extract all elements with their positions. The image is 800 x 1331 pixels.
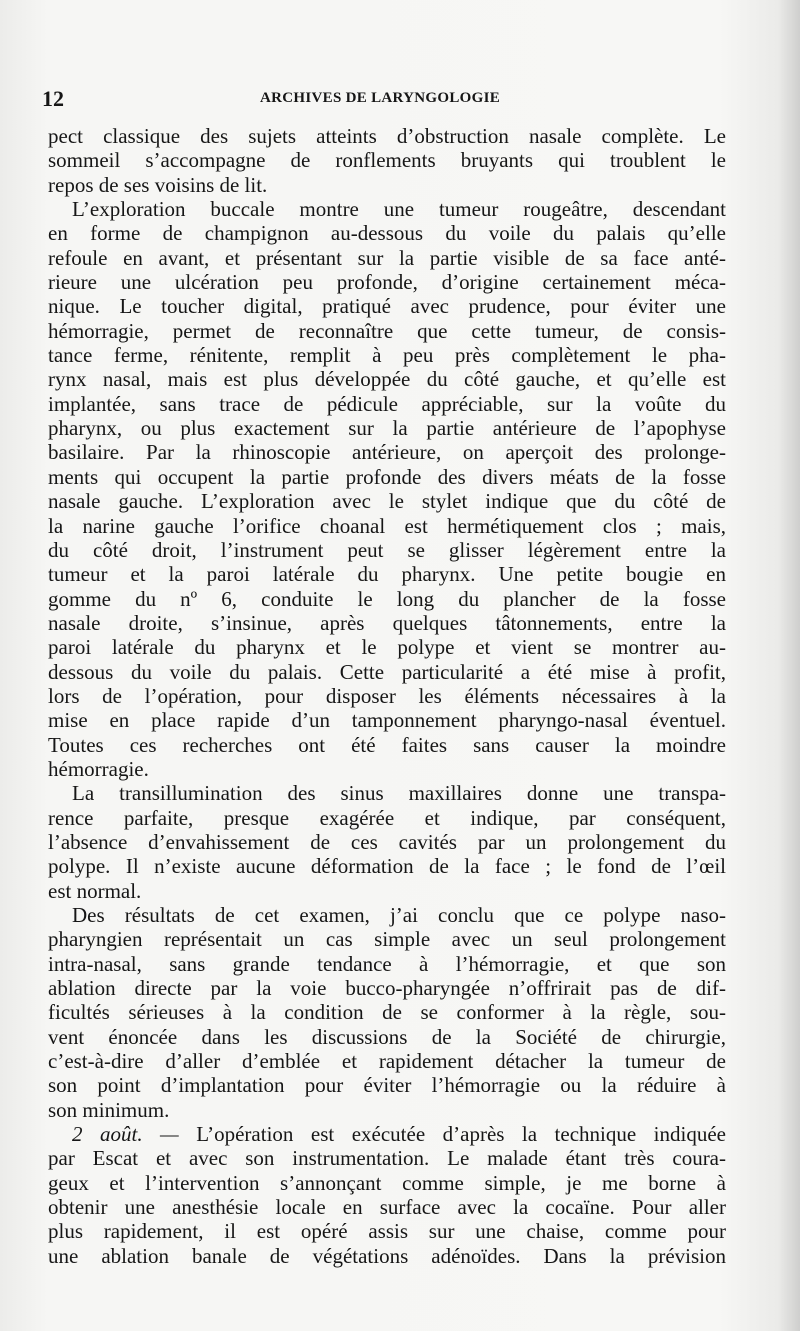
text-line: geux et l’intervention s’annonçant comme simple, je me borne à — [48, 1170, 726, 1195]
text-line: rence parfaite, presque exagérée et indique, par conséquent, — [48, 805, 726, 830]
text-line: plus rapidement, il est opéré assis sur une chaise, comme pour — [48, 1219, 726, 1244]
text-line — [48, 1122, 726, 1146]
text-line: pharyngien représentait un cas simple avec un seul prolongement — [48, 927, 726, 952]
text-line: repos de ses voisins de lit. — [48, 172, 268, 197]
text-line: son minimum. — [48, 1097, 170, 1122]
body-text — [48, 124, 726, 1268]
text-line: la narine gauche l’orifice choanal est hermétiquement clos ; mais, — [48, 513, 726, 538]
page-number: 12 — [42, 86, 64, 111]
text-line: sommeil s’accompagne de ronflements bruyants qui troublent le — [48, 148, 726, 173]
text-line: l’absence d’envahissement de ces cavités par un prolongement du — [48, 829, 726, 854]
text-line: par Escat et avec son instrumentation. Le malade étant très coura- — [48, 1146, 726, 1171]
text-line: Toutes ces recherches ont été faites sans causer la moindre — [48, 732, 726, 757]
text-line: rynx nasal, mais est plus développée du côté gauche, et qu’elle est — [48, 367, 726, 392]
text-line: pect classique des sujets atteints d’obstruction nasale complète. Le — [48, 124, 726, 148]
text-line: tumeur et la paroi latérale du pharynx. Une petite bougie en — [48, 562, 726, 587]
text-line: rieure une ulcération peu profonde, d’origine certainement méca- — [48, 270, 726, 295]
text-line: nasale droite, s’insinue, après quelques tâtonnements, entre la — [48, 610, 726, 635]
text-line: intra-nasal, sans grande tendance à l’hémorragie, et que son — [48, 951, 726, 976]
text-line: Des résultats de cet examen, j’ai conclu que ce polype naso- — [72, 903, 726, 927]
page-edge-shadow — [778, 0, 800, 1331]
text-line: tance ferme, rénitente, remplit à peu près complètement le pha- — [48, 343, 726, 368]
text-line: mise en place rapide d’un tamponnement pharyngo-nasal éventuel. — [48, 708, 726, 733]
text-line: nasale gauche. L’exploration avec le stylet indique que du côté de — [48, 489, 726, 514]
text-line: ablation directe par la voie bucco-pharyngée n’offrirait pas de dif- — [48, 976, 726, 1001]
text-line: obtenir une anesthésie locale en surface avec la cocaïne. Pour aller — [48, 1195, 726, 1220]
text-line: refoule en avant, et présentant sur la partie visible de sa face anté- — [48, 245, 726, 270]
text-line: nique. Le toucher digital, pratiqué avec prudence, pour éviter une — [48, 294, 726, 319]
text-line: son point d’implantation pour éviter l’hémorragie ou la réduire à — [48, 1073, 726, 1098]
text-line: implantée, sans trace de pédicule appréciable, sur la voûte du — [48, 391, 726, 416]
text-line: gomme du nº 6, conduite le long du plancher de la fosse — [48, 586, 726, 611]
text-line: hémorragie. — [48, 756, 149, 781]
text-line: vent énoncée dans les discussions de la Société de chirurgie, — [48, 1024, 726, 1049]
text-line-content: L’opération est exécutée d’après la technique indiquée — [196, 1122, 726, 1147]
text-line: paroi latérale du pharynx et le polype et vient se montrer au- — [48, 635, 726, 660]
text-line: hémorragie, permet de reconnaître que cette tumeur, de consis- — [48, 318, 726, 343]
text-line: en forme de champignon au-dessous du voile du palais qu’elle — [48, 221, 726, 246]
text-line: pharynx, ou plus exactement sur la partie antérieure de l’apophyse — [48, 416, 726, 441]
text-line: une ablation banale de végétations adénoïdes. Dans la prévision — [48, 1243, 726, 1268]
page-header — [42, 86, 732, 116]
text-line: c’est-à-dire d’aller d’emblée et rapidement détacher la tumeur de — [48, 1049, 726, 1074]
text-line: La transillumination des sinus maxillaires donne une transpa- — [72, 781, 726, 806]
text-line: ficultés sérieuses à la condition de se conformer à la règle, sou- — [48, 1000, 726, 1025]
text-line: dessous du voile du palais. Cette particularité a été mise à profit, — [48, 659, 726, 684]
running-head: ARCHIVES DE LARYNGOLOGIE — [260, 90, 501, 106]
text-line: lors de l’opération, pour disposer les éléments nécessaires à la — [48, 683, 726, 708]
text-line: ments qui occupent la partie profonde des divers méats de la fosse — [48, 464, 726, 489]
text-line: L’exploration buccale montre une tumeur rougeâtre, descendant — [72, 197, 726, 222]
text-line: polype. Il n’existe aucune déformation de la face ; le fond de l’œil — [48, 854, 726, 879]
text-line: est normal. — [48, 878, 142, 903]
date-label: 2 août. — — [72, 1122, 179, 1147]
text-line: basilaire. Par la rhinoscopie antérieure, on aperçoit des prolonge- — [48, 440, 726, 465]
text-line: du côté droit, l’instrument peut se glisser légèrement entre la — [48, 537, 726, 562]
